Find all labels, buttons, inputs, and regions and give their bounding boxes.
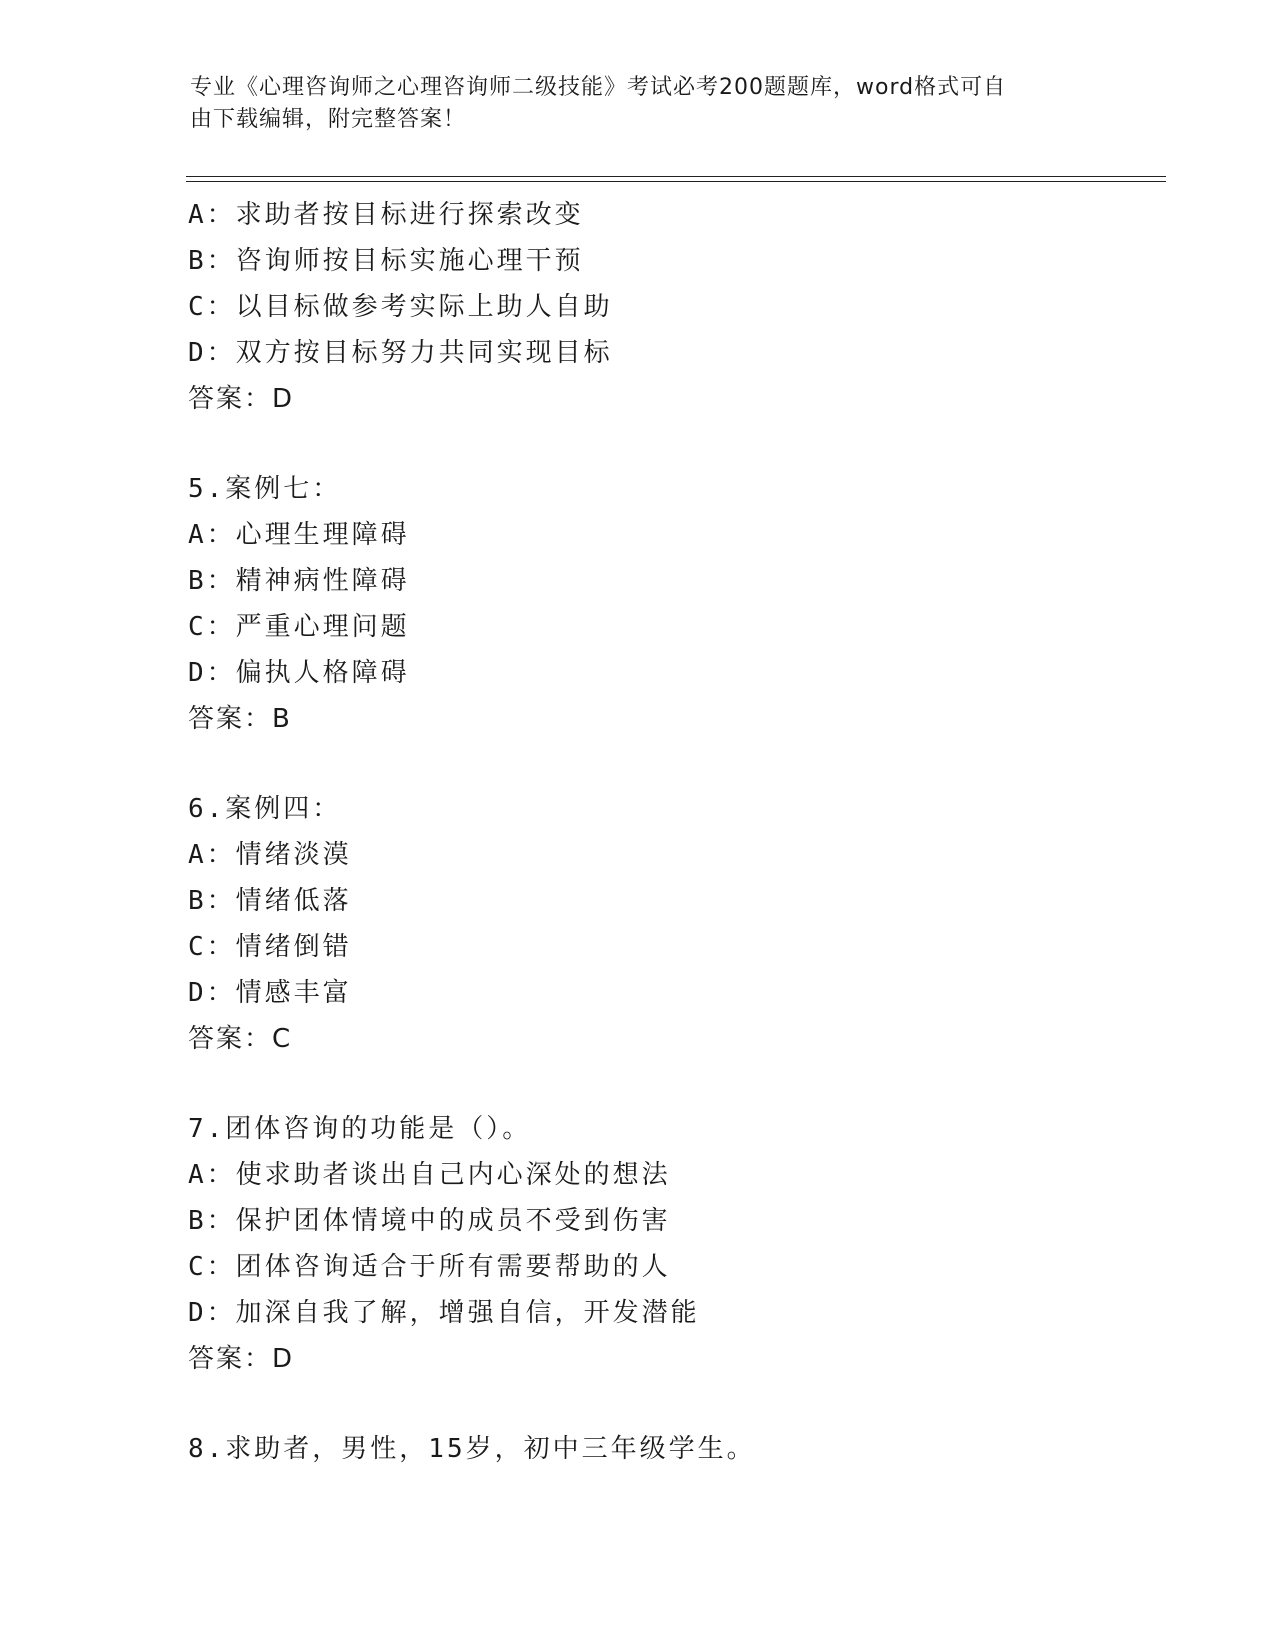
option-c: C：团体咨询适合于所有需要帮助的人 xyxy=(188,1252,671,1282)
question-stem: 7.团体咨询的功能是（）。 xyxy=(188,1114,532,1144)
question-8 xyxy=(188,1426,1148,1472)
option-c: C：情绪倒错 xyxy=(188,932,352,962)
answer: 答案：D xyxy=(188,1344,295,1374)
option-b: B：情绪低落 xyxy=(188,886,352,916)
header-line-1: 专业《心理咨询师之心理咨询师二级技能》考试必考200题题库，word格式可自 xyxy=(190,75,1007,100)
option-d: D：情感丰富 xyxy=(188,978,352,1008)
option-d: D：偏执人格障碍 xyxy=(188,658,410,688)
question-5 xyxy=(188,466,1148,742)
document-header xyxy=(190,72,1070,136)
option-d: D：双方按目标努力共同实现目标 xyxy=(188,338,613,368)
option-b: B：精神病性障碍 xyxy=(188,566,410,596)
answer: 答案：B xyxy=(188,704,292,734)
answer: 答案：C xyxy=(188,1024,293,1054)
question-stem: 6.案例四： xyxy=(188,794,342,824)
document-body xyxy=(188,192,1148,1472)
option-c: C：以目标做参考实际上助人自助 xyxy=(188,292,613,322)
question-stem: 8.求助者，男性，15岁，初中三年级学生。 xyxy=(188,1434,756,1464)
question-6 xyxy=(188,786,1148,1062)
option-c: C：严重心理问题 xyxy=(188,612,410,642)
question-7 xyxy=(188,1106,1148,1382)
question-4 xyxy=(188,192,1148,422)
option-a: A：情绪淡漠 xyxy=(188,840,352,870)
option-a: A：使求助者谈出自己内心深处的想法 xyxy=(188,1160,671,1190)
option-b: B：咨询师按目标实施心理干预 xyxy=(188,246,584,276)
header-rule-top xyxy=(186,176,1166,177)
option-a: A：心理生理障碍 xyxy=(188,520,410,550)
header-rule-bottom xyxy=(186,181,1166,182)
header-line-2: 由下载编辑，附完整答案！ xyxy=(190,107,467,132)
option-b: B：保护团体情境中的成员不受到伤害 xyxy=(188,1206,671,1236)
question-stem: 5.案例七： xyxy=(188,474,342,504)
option-a: A：求助者按目标进行探索改变 xyxy=(188,200,584,230)
answer: 答案：D xyxy=(188,384,295,414)
option-d: D：加深自我了解，增强自信，开发潜能 xyxy=(188,1298,700,1328)
